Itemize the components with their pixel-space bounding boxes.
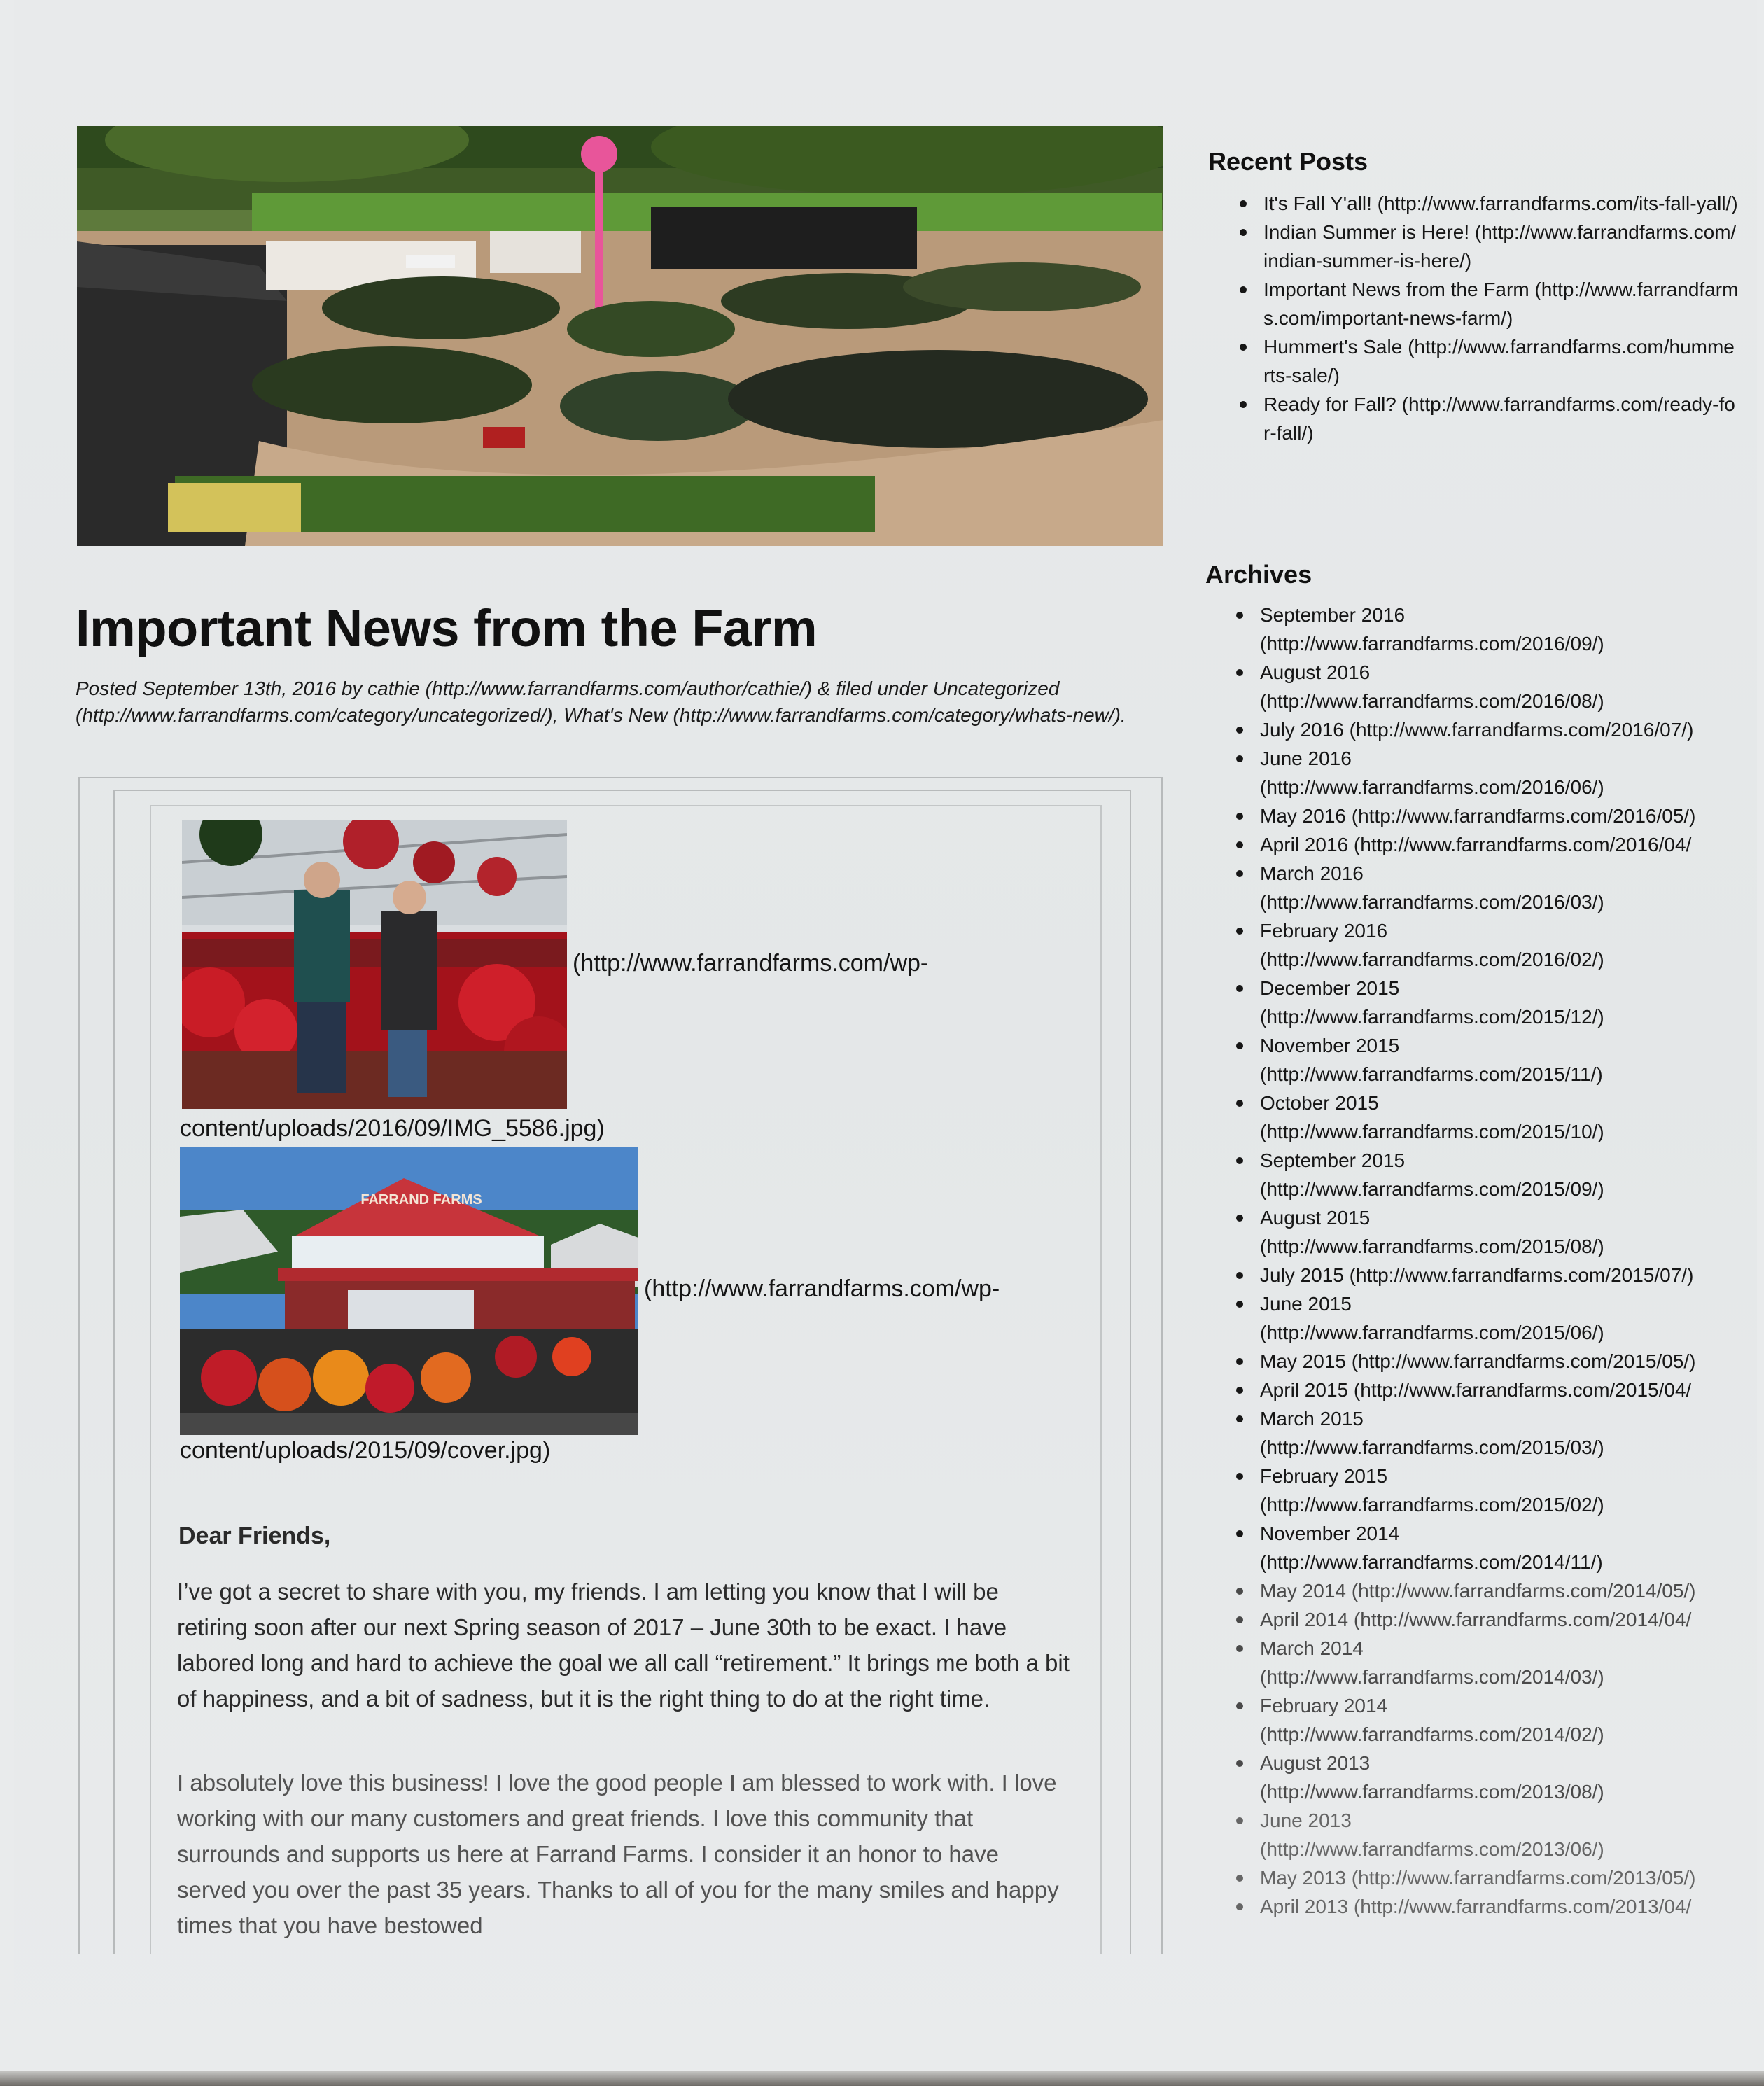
archive-month-label: June 2013	[1260, 1809, 1352, 1831]
archive-link[interactable]	[1232, 1404, 1722, 1462]
archive-link[interactable]	[1232, 1289, 1722, 1347]
recent-post-link[interactable]: Ready for Fall? (http://www.farrandfarms.com/ready-for-fall/)	[1236, 390, 1740, 447]
archive-month-label: May 2015	[1260, 1350, 1346, 1372]
archives-list	[1232, 601, 1722, 1921]
archive-month-label: September 2015	[1260, 1149, 1406, 1171]
archive-month-label: April 2015	[1260, 1379, 1349, 1401]
archive-url: (http://www.farrandfarms.com/2016/06/)	[1260, 776, 1604, 798]
archive-month-label: March 2016	[1260, 862, 1364, 884]
archive-month-label: February 2016	[1260, 920, 1388, 941]
archive-url: (http://www.farrandfarms.com/2016/02/)	[1260, 948, 1604, 970]
archive-url: (http://www.farrandfarms.com/2016/08/)	[1260, 690, 1604, 712]
archive-link[interactable]	[1232, 1691, 1722, 1749]
archive-url: (http://www.farrandfarms.com/2013/06/)	[1260, 1838, 1604, 1860]
archive-link[interactable]	[1232, 1634, 1722, 1691]
archive-link[interactable]	[1232, 744, 1722, 802]
archive-url: (http://www.farrandfarms.com/2016/09/)	[1260, 633, 1604, 654]
archive-month-label: April 2013	[1260, 1896, 1349, 1917]
archive-link[interactable]	[1232, 1576, 1722, 1605]
archive-link[interactable]	[1232, 1261, 1722, 1289]
archive-url: (http://www.farrandfarms.com/2015/06/)	[1260, 1322, 1604, 1343]
archive-month-label: November 2014	[1260, 1522, 1400, 1544]
archive-link[interactable]	[1232, 1203, 1722, 1261]
archive-month-label: July 2016	[1260, 719, 1344, 741]
archive-url: (http://www.farrandfarms.com/2015/04/	[1353, 1379, 1692, 1401]
archive-link[interactable]	[1232, 658, 1722, 715]
recent-post-link[interactable]: It's Fall Y'all! (http://www.farrandfarms.com/its-fall-yall/)	[1236, 189, 1740, 218]
image1-link-part1[interactable]: (http://www.farrandfarms.com/wp-	[573, 950, 929, 976]
farm-store-photo[interactable]	[180, 1147, 638, 1435]
archive-month-label: April 2014	[1260, 1609, 1349, 1630]
archive-link[interactable]	[1232, 859, 1722, 916]
archive-month-label: December 2015	[1260, 977, 1400, 999]
archive-month-label: July 2015	[1260, 1264, 1344, 1286]
archive-url: (http://www.farrandfarms.com/2015/11/)	[1260, 1063, 1603, 1085]
archive-link[interactable]	[1232, 830, 1722, 859]
page-bottom-edge	[0, 2071, 1764, 2086]
archive-link[interactable]	[1232, 916, 1722, 974]
archive-link[interactable]	[1232, 1462, 1722, 1519]
archive-link[interactable]	[1232, 1519, 1722, 1576]
archive-url: (http://www.farrandfarms.com/2015/09/)	[1260, 1178, 1604, 1200]
archive-link[interactable]	[1232, 1088, 1722, 1146]
owners-greenhouse-photo[interactable]	[182, 820, 567, 1109]
archive-url: (http://www.farrandfarms.com/2016/07/)	[1349, 719, 1694, 741]
archive-url: (http://www.farrandfarms.com/2015/07/)	[1349, 1264, 1694, 1286]
recent-posts-list	[1236, 189, 1740, 447]
archive-month-label: May 2014	[1260, 1580, 1346, 1602]
archive-link[interactable]	[1232, 1892, 1722, 1921]
archive-url: (http://www.farrandfarms.com/2015/12/)	[1260, 1006, 1604, 1028]
archive-month-label: October 2015	[1260, 1092, 1379, 1114]
archive-url: (http://www.farrandfarms.com/2013/04/	[1353, 1896, 1692, 1917]
recent-post-link[interactable]: Important News from the Farm (http://www.farrandfarms.com/important-news-farm/)	[1236, 275, 1740, 332]
archive-link[interactable]	[1232, 1863, 1722, 1892]
archive-url: (http://www.farrandfarms.com/2016/05/)	[1351, 805, 1696, 827]
archive-link[interactable]	[1232, 1806, 1722, 1863]
archive-url: (http://www.farrandfarms.com/2014/05/)	[1351, 1580, 1696, 1602]
archive-link[interactable]	[1232, 1376, 1722, 1404]
archive-month-label: March 2014	[1260, 1637, 1364, 1659]
archive-month-label: February 2015	[1260, 1465, 1388, 1487]
recent-post-link[interactable]: Indian Summer is Here! (http://www.farrandfarms.com/indian-summer-is-here/)	[1236, 218, 1740, 275]
image1-link-part2[interactable]: content/uploads/2016/09/IMG_5586.jpg)	[180, 1115, 605, 1142]
archive-url: (http://www.farrandfarms.com/2016/04/	[1353, 834, 1692, 855]
archive-url: (http://www.farrandfarms.com/2014/03/)	[1260, 1666, 1604, 1688]
archive-link[interactable]	[1232, 1146, 1722, 1203]
archive-url: (http://www.farrandfarms.com/2015/08/)	[1260, 1236, 1604, 1257]
archive-url: (http://www.farrandfarms.com/2013/05/)	[1351, 1867, 1696, 1889]
image2-link-part2[interactable]: content/uploads/2015/09/cover.jpg)	[180, 1437, 551, 1464]
archive-month-label: May 2016	[1260, 805, 1346, 827]
archive-url: (http://www.farrandfarms.com/2015/05/)	[1351, 1350, 1696, 1372]
archive-month-label: November 2015	[1260, 1035, 1400, 1056]
post-title: Important News from the Farm	[76, 599, 818, 657]
store-sign-text: FARRAND FARMS	[360, 1192, 482, 1208]
archive-url: (http://www.farrandfarms.com/2016/03/)	[1260, 891, 1604, 913]
archives-heading: Archives	[1205, 560, 1312, 589]
archive-url: (http://www.farrandfarms.com/2013/08/)	[1260, 1781, 1604, 1802]
image2-link-part1[interactable]: (http://www.farrandfarms.com/wp-	[644, 1275, 1000, 1302]
archive-url: (http://www.farrandfarms.com/2014/11/)	[1260, 1551, 1603, 1573]
archive-link[interactable]	[1232, 802, 1722, 830]
archive-month-label: August 2015	[1260, 1207, 1371, 1228]
archive-month-label: August 2016	[1260, 662, 1371, 683]
archive-url: (http://www.farrandfarms.com/2014/04/	[1353, 1609, 1692, 1630]
archive-month-label: August 2013	[1260, 1752, 1371, 1774]
letter-paragraph-2: I absolutely love this business! I love the good people I am blessed to work with. I love working with our many customers and great friends. I love this community that surrounds and supports us here at Farrand Farms. I consider it an honor to have served you over the past 35 years. Thanks to all of you for the many smiles and happy times that you have bestowed	[177, 1770, 1059, 1938]
archive-link[interactable]	[1232, 1605, 1722, 1634]
archive-month-label: March 2015	[1260, 1408, 1364, 1429]
archive-url: (http://www.farrandfarms.com/2015/03/)	[1260, 1436, 1604, 1458]
archive-link[interactable]	[1232, 601, 1722, 658]
archive-month-label: February 2014	[1260, 1695, 1388, 1716]
archive-month-label: June 2016	[1260, 748, 1352, 769]
post-meta: Posted September 13th, 2016 by cathie (http://www.farrandfarms.com/author/cathie/) & filed under Uncategorized (http://www.farrandfarms.com/category/uncategorized/), What's New (http://www.farrandfarms.com/category/whats-new/).	[76, 678, 1126, 726]
recent-posts-heading: Recent Posts	[1208, 147, 1368, 176]
archive-link[interactable]	[1232, 1031, 1722, 1088]
archive-month-label: April 2016	[1260, 834, 1349, 855]
letter-paragraph-1: I’ve got a secret to share with you, my friends. I am letting you know that I will be retiring soon after our next Spring season of 2017 – June 30th to be exact. I have labored long and hard to achieve the goal we all call “retirement.” It brings me both a bit of happiness, and a bit of sadness, but it is the right thing to do at the right time.	[177, 1578, 1070, 1712]
archive-link[interactable]	[1232, 1749, 1722, 1806]
archive-url: (http://www.farrandfarms.com/2014/02/)	[1260, 1723, 1604, 1745]
archive-month-label: June 2015	[1260, 1293, 1352, 1315]
archive-month-label: May 2013	[1260, 1867, 1346, 1889]
archive-url: (http://www.farrandfarms.com/2015/10/)	[1260, 1121, 1604, 1142]
recent-post-link[interactable]: Hummert's Sale (http://www.farrandfarms.com/hummerts-sale/)	[1236, 332, 1740, 390]
archive-link[interactable]	[1232, 974, 1722, 1031]
letter-greeting: Dear Friends,	[178, 1522, 331, 1549]
archive-url: (http://www.farrandfarms.com/2015/02/)	[1260, 1494, 1604, 1516]
archive-month-label: September 2016	[1260, 604, 1406, 626]
archive-link[interactable]	[1232, 1347, 1722, 1376]
farm-garden-center-photo	[77, 126, 1163, 546]
archive-link[interactable]	[1232, 715, 1722, 744]
